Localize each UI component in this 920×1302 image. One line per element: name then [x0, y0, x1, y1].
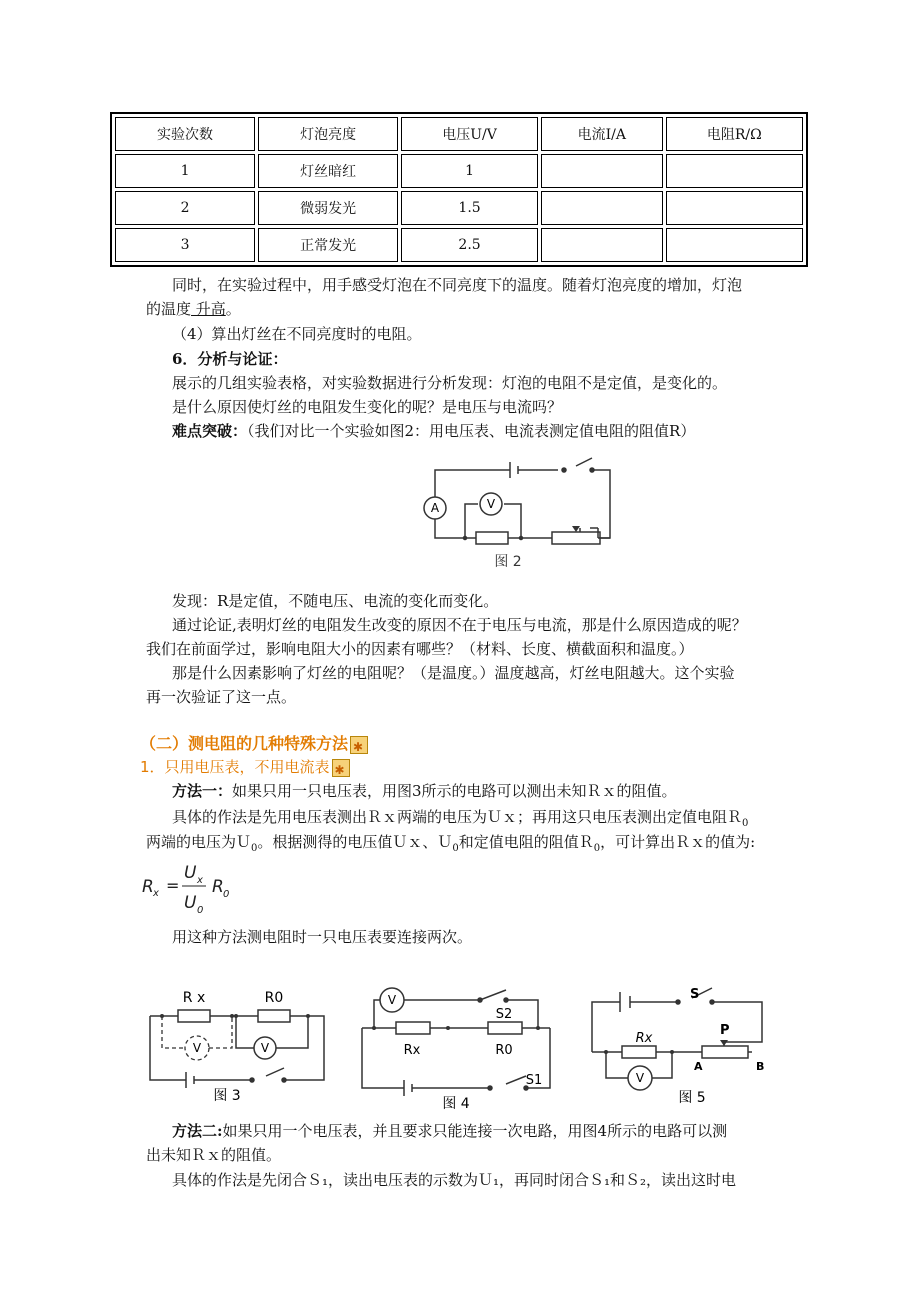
terminal-label: A	[694, 1060, 703, 1073]
table-header-row	[115, 117, 803, 151]
voltmeter-label: V	[486, 497, 496, 511]
table-cell: 2.5	[401, 228, 538, 262]
paragraph: 我们在前面学过，影响电阻大小的因素有哪些？（材料、长度、横截面积和温度。）	[146, 640, 694, 658]
paragraph-text: 和定值电阻的阻值Ｒ	[458, 833, 594, 851]
paragraph	[172, 780, 677, 802]
paragraph: 是什么原因使灯丝的电阻发生变化的呢？是电压与电流吗？	[172, 398, 563, 416]
figure-caption: 图 4	[442, 1096, 470, 1112]
resistor-label: Rx	[635, 1031, 653, 1046]
figure-caption: 图 3	[213, 1088, 241, 1104]
paragraph: （4）算出灯丝在不同亮度时的电阻。	[172, 325, 422, 343]
paragraph-text: 的温度	[146, 300, 192, 318]
table-row	[115, 191, 803, 225]
table-cell: 1	[401, 154, 538, 188]
formula-subscript: 0	[197, 905, 204, 916]
circuit-figure-2	[410, 452, 625, 570]
subscript: 0	[742, 818, 749, 829]
circuit-figure-4	[356, 982, 556, 1112]
table-header: 实验次数	[115, 117, 255, 151]
resistor-label: R x	[182, 990, 206, 1006]
table-cell: 灯丝暗红	[258, 154, 398, 188]
answer-fill: 升高	[191, 300, 226, 318]
section-heading: 6．分析与论证：	[172, 350, 288, 368]
table-cell: 1	[115, 154, 255, 188]
subsection-title	[140, 756, 350, 778]
table-cell: 微弱发光	[258, 191, 398, 225]
formula-rx	[138, 858, 248, 916]
formula-subscript: 0	[223, 889, 230, 900]
figure-caption: 图 5	[678, 1090, 706, 1106]
paragraph: 再一次验证了这一点。	[146, 688, 297, 706]
circuit-figure-3	[142, 982, 332, 1110]
table-cell: 2	[115, 191, 255, 225]
paragraph: 具体的作法是先闭合Ｓ₁，读出电压表的示数为Ｕ₁，再同时闭合Ｓ₁和Ｓ₂，读出这时电	[172, 1171, 737, 1189]
voltmeter-label: V	[260, 1041, 270, 1055]
formula-symbol: U	[184, 893, 197, 913]
subscript: 0	[251, 843, 258, 854]
formula-symbol: R	[142, 877, 154, 897]
paragraph: 发现：R是定值，不随电压、电流的变化而变化。	[172, 592, 499, 610]
ammeter-label: A	[430, 501, 440, 515]
voltmeter-label: V	[635, 1071, 645, 1085]
formula-subscript: x	[197, 875, 203, 886]
paragraph-text: 具体的作法是先用电压表测出Ｒｘ两端的电压为Ｕｘ；再用这只电压表测出定值电阻Ｒ	[172, 808, 743, 826]
circuit-figure-5	[584, 980, 780, 1112]
table-cell: 1.5	[401, 191, 538, 225]
subscript: 0	[452, 843, 459, 854]
table-cell	[666, 228, 803, 262]
table-cell: 3	[115, 228, 255, 262]
switch-label: S2	[495, 1007, 513, 1022]
paragraph: 同时，在实验过程中，用手感受灯泡在不同亮度下的温度。随着灯泡亮度的增加，灯泡	[172, 276, 743, 294]
switch-label: S	[690, 987, 700, 1002]
subsection-title-text: 1．只用电压表，不用电流表	[140, 758, 330, 776]
paragraph: 通过论证,表明灯丝的电阻发生改变的原因不在于电压与电流，那是什么原因造成的呢？	[172, 616, 747, 634]
paragraph-text: 两端的电压为Ｕ	[146, 833, 252, 851]
figure-caption: 图 2	[494, 554, 522, 570]
formula-subscript: x	[153, 888, 159, 899]
resistor-label: R0	[264, 990, 284, 1006]
paragraph: 那是什么因素影响了灯丝的电阻呢？（是温度。）温度越高，灯丝电阻越大。这个实验	[172, 664, 735, 682]
paragraph: 用这种方法测电阻时一只电压表要连接两次。	[172, 928, 473, 946]
paragraph-text: 。	[225, 300, 241, 318]
label-bold: 难点突破：	[172, 422, 248, 440]
table-row	[115, 228, 803, 262]
star-icon	[332, 759, 350, 777]
formula-symbol: R	[212, 877, 224, 897]
paragraph-text: ，可计算出Ｒｘ的值为:	[600, 833, 756, 851]
paragraph-text: （我们对比一个实验如图2：用电压表、电流表测定值电阻的阻值R）	[247, 422, 696, 440]
table-cell	[666, 154, 803, 188]
subscript: 0	[593, 843, 601, 854]
paragraph-text: 如果只用一只电压表，用图3所示的电路可以测出未知Ｒｘ的阻值。	[232, 782, 677, 800]
section-title	[140, 733, 368, 755]
section-title-text: （二）测电阻的几种特殊方法	[140, 734, 349, 753]
paragraph-text: 。根据测得的电压值Ｕｘ、Ｕ	[257, 833, 453, 851]
paragraph: 展示的几组实验表格，对实验数据进行分析发现：灯泡的电阻不是定值，是变化的。	[172, 374, 728, 392]
voltmeter-label: V	[192, 1041, 202, 1055]
paragraph	[146, 298, 241, 320]
table-cell	[541, 154, 663, 188]
table-cell	[541, 191, 663, 225]
paragraph	[172, 420, 695, 442]
table-cell	[541, 228, 663, 262]
terminal-label: B	[756, 1060, 765, 1073]
formula-symbol: U	[184, 863, 197, 883]
table-row	[115, 154, 803, 188]
resistor-label: R0	[495, 1043, 513, 1058]
label-bold: 方法一：	[172, 782, 233, 800]
star-icon	[350, 736, 368, 754]
voltmeter-label: V	[387, 993, 397, 1007]
paragraph	[172, 1120, 727, 1142]
table-cell: 正常发光	[258, 228, 398, 262]
table-header: 电阻R/Ω	[666, 117, 803, 151]
table-header: 灯泡亮度	[258, 117, 398, 151]
slider-label: P	[720, 1023, 730, 1038]
paragraph-text: 如果只用一个电压表，并且要求只能连接一次电路，用图4所示的电路可以测	[222, 1122, 728, 1140]
experiment-table	[110, 112, 808, 267]
paragraph	[146, 831, 755, 860]
label-bold: 方法二:	[172, 1122, 223, 1140]
table-header: 电压U/V	[401, 117, 538, 151]
table-header: 电流I/A	[541, 117, 663, 151]
resistor-label: Rx	[403, 1043, 421, 1058]
formula-equals: =	[166, 876, 180, 895]
paragraph: 出未知Ｒｘ的阻值。	[146, 1146, 282, 1164]
switch-label: S1	[525, 1073, 543, 1088]
table-cell	[666, 191, 803, 225]
